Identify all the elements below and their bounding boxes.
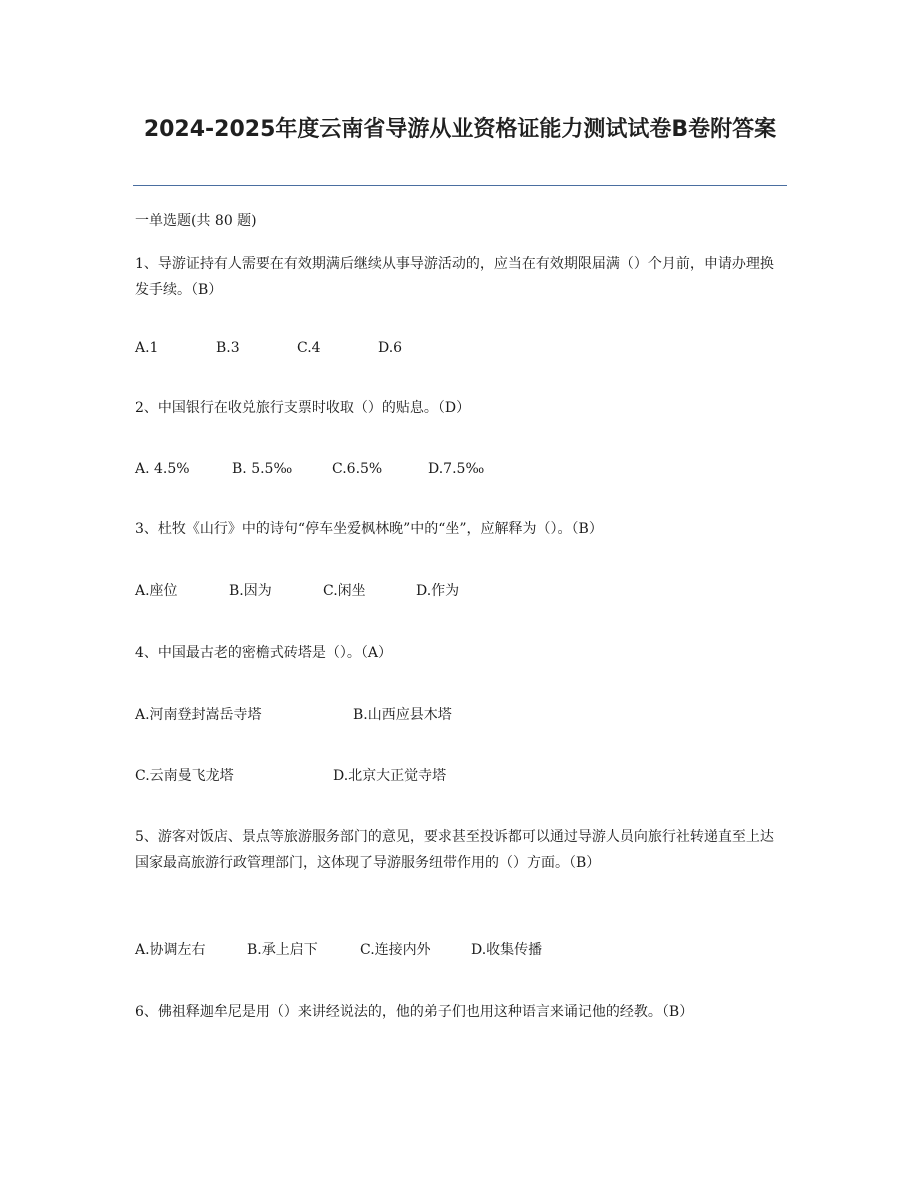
- question-6-text: 6、佛祖释迦牟尼是用（）来讲经说法的，他的弟子们也用这种语言来诵记他的经教。（B）: [135, 1004, 694, 1020]
- option-c: C.6.5%: [332, 461, 383, 477]
- option-c: C.云南曼飞龙塔: [135, 768, 234, 784]
- option-b: B.山西应县木塔: [353, 707, 452, 723]
- option-c: C.连接内外: [360, 942, 431, 958]
- question-2-text: 2、中国银行在收兑旅行支票时收取（）的贴息。（D）: [135, 400, 471, 416]
- section-heading: 一单选题(共 80 题): [135, 213, 257, 229]
- option-d: D.6: [378, 340, 403, 356]
- option-d: D.作为: [416, 583, 460, 599]
- title-divider: [133, 185, 787, 186]
- option-d: D.北京大正觉寺塔: [333, 768, 447, 784]
- question-3-text: 3、杜牧《山行》中的诗句“停车坐爱枫林晚”中的“坐”，应解释为（）。（B）: [135, 521, 603, 537]
- option-a: A. 4.5%: [135, 461, 190, 477]
- document-title: 2024-2025年度云南省导游从业资格证能力测试试卷B卷附答案: [143, 117, 777, 142]
- option-a: A.河南登封嵩岳寺塔: [135, 707, 262, 723]
- option-b: B.承上启下: [247, 942, 318, 958]
- question-1-text: 1、导游证持有人需要在有效期满后继续从事导游活动的，应当在有效期限届满（）个月前，申请办理换发手续。（B）: [135, 256, 774, 298]
- question-4-text: 4、中国最古老的密檐式砖塔是（）。（A）: [135, 645, 393, 661]
- option-c: C.4: [297, 340, 321, 356]
- option-c: C.闲坐: [323, 583, 366, 599]
- option-a: A.座位: [135, 583, 178, 599]
- option-b: B.因为: [229, 583, 272, 599]
- option-d: D.7.5‰: [428, 461, 485, 477]
- option-a: A.1: [135, 340, 159, 356]
- option-b: B.3: [216, 340, 240, 356]
- option-a: A.协调左右: [135, 942, 206, 958]
- question-5-text: 5、游客对饭店、景点等旅游服务部门的意见，要求甚至投诉都可以通过导游人员向旅行社转递直至上达国家最高旅游行政管理部门，这体现了导游服务纽带作用的（）方面。（B）: [135, 829, 774, 871]
- option-d: D.收集传播: [471, 942, 543, 958]
- option-b: B. 5.5‰: [232, 461, 293, 477]
